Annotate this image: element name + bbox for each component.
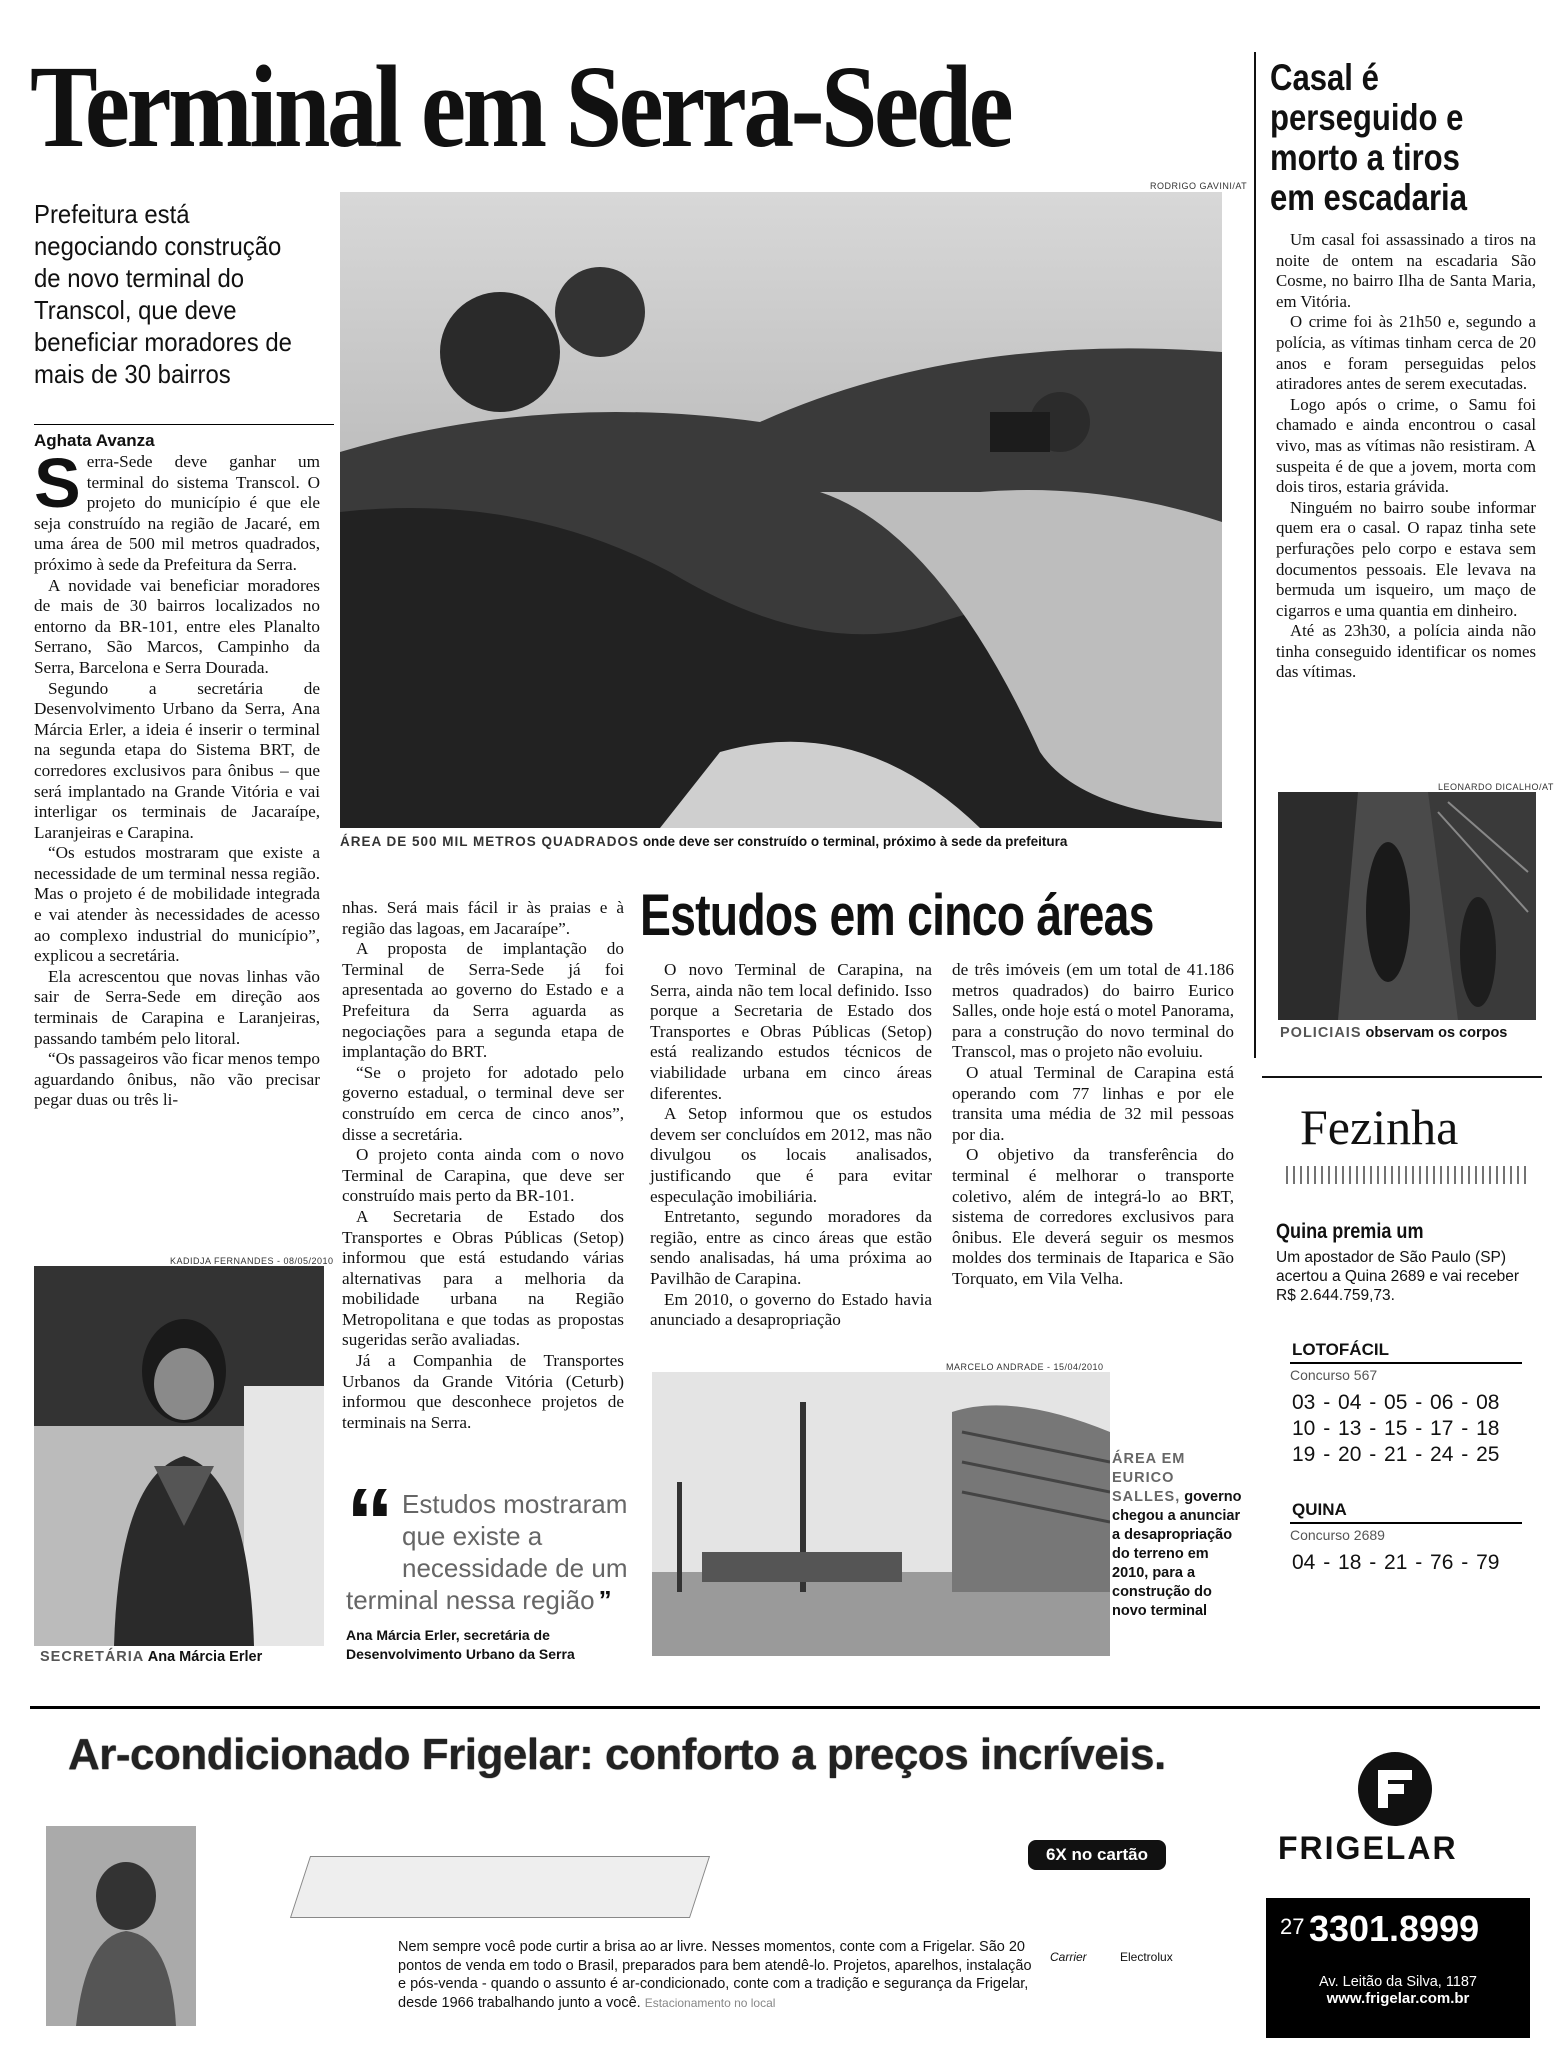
main-deck: Prefeitura está negociando construção de novo terminal do Transcol, que deve beneficiar moradores de mais de 30 bairros: [34, 199, 292, 389]
caption-lead: SECRETÁRIA: [40, 1649, 145, 1665]
caption-text: onde deve ser construído o terminal, próximo à sede da prefeitura: [642, 834, 1068, 849]
landscape-illustration: [340, 192, 1222, 828]
main-photo-credit: RODRIGO GAVINI/AT: [1150, 181, 1248, 191]
dropcap: S: [34, 444, 81, 522]
paragraph: O novo Terminal de Carapina, na Serra, ainda não tem local definido. Isso porque a Secretaria de Estado dos Transportes e Obras Públicas (Setop) está realizando estudos técnicos de viabilidade urbana em cinco áreas diferentes.: [650, 960, 932, 1103]
ad-body-tail: Estacionamento no local: [644, 1995, 776, 2010]
paragraph: Até as 23h30, a polícia ainda não tinha conseguido identificar os nomes das vítimas.: [1276, 621, 1536, 682]
sub-article-col1: [650, 960, 932, 1331]
wave-ornament: [1286, 1166, 1526, 1184]
quina-label: QUINA: [1292, 1500, 1347, 1519]
pull-quote: [346, 1469, 636, 1616]
woman-portrait-illustration: [34, 1266, 324, 1646]
paragraph: Já a Companhia de Transportes Urbanos da Grande Vitória (Ceturb) informou que desconhece projetos de terminais na Serra.: [342, 1351, 624, 1432]
paragraph: A novidade vai beneficiar moradores de mais de 30 bairros localizados no entorno da BR-101, entre eles Planalto Serrano, São Marcos, Campinho da Serra, Barcelona e Serra Dourada.: [34, 575, 320, 677]
lotofacil-concurso: Concurso 567: [1290, 1362, 1522, 1383]
quina-numbers: 04 - 18 - 21 - 76 - 79: [1292, 1551, 1500, 1574]
caption-text: governo chegou a anunciar a desapropriação do terreno em 2010, para a construção do novo terminal: [1112, 1489, 1242, 1619]
paragraph: Segundo a secretária de Desenvolvimento Urbano da Serra, Ana Márcia Erler, a ideia é inserir o terminal na segunda etapa do Sistema BRT, de corredores exclusivos para ônibus – que será implantado na Grande Vitória e vai interligar os terminais de Jacaraípe, Laranjeiras e Carapina.: [34, 678, 320, 842]
paragraph: O atual Terminal de Carapina está operando com 77 linhas e por ele transita uma média de 32 mil pessoas por dia.: [952, 1062, 1234, 1144]
number-row: 03 - 04 - 05 - 06 - 08: [1292, 1391, 1500, 1414]
fezinha-title: Fezinha: [1300, 1099, 1459, 1155]
side-headline: Casal é perseguido e morto a tiros em escadaria: [1270, 57, 1467, 218]
ad-body: [398, 1938, 1038, 2012]
side-photo: [1278, 792, 1536, 1020]
side-photo-credit: LEONARDO DICALHO/AT: [1438, 782, 1554, 792]
phone-number[interactable]: 3301.8999: [1308, 1908, 1480, 1949]
quote-attribution: Ana Márcia Erler, secretária de Desenvolvimento Urbano da Serra: [346, 1627, 575, 1662]
sub-headline: Estudos em cinco áreas: [640, 883, 1154, 948]
person-illustration: [46, 1826, 196, 2026]
main-photo-caption: [340, 834, 1240, 849]
caption-lead: ÁREA DE 500 MIL METROS QUADRADOS: [340, 834, 640, 849]
paragraph: A proposta de implantação do Terminal de Serra-Sede já foi apresentada ao governo do Estado e a Prefeitura da Serra aguarda as negociações para a segunda etapa de implantação do BRT.: [342, 939, 624, 1062]
partner-logo-carrier: Carrier: [1050, 1950, 1087, 1964]
quote-open-mark: “: [346, 1469, 394, 1576]
paragraph: A Setop informou que os estudos devem ser concluídos em 2012, mas não divulgou os locais analisados, justificando que é para evitar especulação imobiliária.: [650, 1104, 932, 1206]
ad-body-text: Nem sempre você pode curtir a brisa ao ar livre. Nesses momentos, conte com a Frigelar. São 20 pontos de venda em todo o Brasil, preparados para bem atendê-lo. Projetos, aparelhos, instalação e pós-venda - quando o assunto é ar-condicionado, conte com a tradição e segurança da Frigelar, desde 1966 trabalhando junto a você.: [398, 1939, 1032, 2011]
byline: Aghata Avanza: [34, 424, 334, 451]
frigelar-logo-icon: [1358, 1752, 1432, 1826]
paragraph: O projeto conta ainda com o novo Terminal de Carapina, que deve ser construído mais perto da BR-101.: [342, 1145, 624, 1206]
paragraph: Em 2010, o governo do Estado havia anunciado a desapropriação: [650, 1289, 932, 1330]
portrait-caption: [40, 1648, 262, 1667]
caption-lead: ÁREA EM EURICO SALLES,: [1112, 1451, 1186, 1505]
number-row: 19 - 20 - 21 - 24 - 25: [1292, 1443, 1500, 1466]
caption-lead: POLICIAIS: [1280, 1025, 1362, 1041]
paragraph: erra-Sede deve ganhar um terminal do sistema Transcol. O projeto do município é que ele seja construído na região de Jacaré, em uma área de 500 mil metros quadrados, próximo à sede da Prefeitura da Serra.: [34, 452, 320, 574]
quote-text: Estudos mostraram que existe a necessidade de um terminal nessa região: [346, 1489, 628, 1615]
street-illustration: [652, 1372, 1110, 1656]
paragraph: O crime foi às 21h50 e, segundo a polícia, as vítimas tinham cerca de 20 anos e foram perseguidas pelos atiradores antes de serem executadas.: [1276, 312, 1536, 394]
lotofacil-label: LOTOFÁCIL: [1292, 1340, 1389, 1359]
quina-concurso: Concurso 2689: [1290, 1522, 1522, 1543]
main-article-col2: [342, 898, 624, 1433]
lotofacil-numbers: [1292, 1390, 1499, 1468]
police-scene-illustration: [1278, 792, 1536, 1020]
ad-photo-person: [46, 1826, 196, 2026]
paragraph: Entretanto, segundo moradores da região, entre as cinco áreas que estão sendo analisadas, há uma próxima ao Pavilhão de Carapina.: [650, 1207, 932, 1288]
paragraph: Ninguém no bairro soube informar quem era o casal. O rapaz tinha sete perfurações pelo corpo e estava sem documentos pessoais. Ele levava na bermuda um isqueiro, um maço de cigarros e uma quantia em dinheiro.: [1276, 497, 1536, 620]
paragraph: Logo após o crime, o Samu foi chamado e ainda encontrou o casal vivo, mas as vítimas não resistiram. A suspeita é de que a jovem, morta com dois tiros, estaria grávida.: [1276, 394, 1536, 497]
portrait-credit: KADIDJA FERNANDES - 08/05/2010: [170, 1256, 334, 1266]
main-photo: [340, 192, 1222, 828]
paragraph: O objetivo da transferência do terminal é melhorar o transporte coletivo, além de integrá-lo ao BRT, sistema de corredores exclusivos para ônibus. Ele deverá seguir os mesmos moldes dos terminais de Itaparica e São Torquato, em Vila Velha.: [952, 1145, 1234, 1288]
partner-logo-electrolux: Electrolux: [1120, 1950, 1173, 1964]
fezinha-top-rule: [1262, 1076, 1542, 1078]
website[interactable]: www.frigelar.com.br: [1326, 1990, 1470, 2007]
caption-text: Ana Márcia Erler: [147, 1649, 263, 1665]
paragraph: “Se o projeto for adotado pelo governo estadual, o terminal deve ser construído em cerca de cinco anos”, disse a secretária.: [342, 1062, 624, 1144]
sub-article-col2: [952, 960, 1234, 1290]
quina-headline: Quina premia um: [1276, 1220, 1424, 1243]
address: Av. Leitão da Silva, 1187: [1319, 1974, 1477, 1990]
number-row: 10 - 13 - 15 - 17 - 18: [1292, 1417, 1500, 1440]
installments-badge: 6X no cartão: [1028, 1840, 1166, 1870]
contact-box: [1266, 1898, 1530, 2038]
column-divider: [1254, 52, 1256, 1058]
paragraph: “Os passageiros vão ficar menos tempo aguardando ônibus, não vão precisar pegar duas ou três li-: [34, 1049, 320, 1110]
sub-photo-credit: MARCELO ANDRADE - 15/04/2010: [946, 1362, 1104, 1372]
main-headline: Terminal em Serra-Sede: [30, 41, 1011, 172]
paragraph: Ela acrescentou que novas linhas vão sair de Serra-Sede em direção aos terminais de Carapina e Laranjeiras, passando também pelo litoral.: [34, 966, 320, 1048]
paragraph: de três imóveis (em um total de 41.186 metros quadrados) do bairro Eurico Salles, onde hoje está o motel Panorama, para a construção do novo terminal do Transcol, mas o projeto não evoluiu.: [952, 960, 1234, 1062]
portrait-photo: [34, 1266, 324, 1646]
sub-photo: [652, 1372, 1110, 1656]
quina-text: Um apostador de São Paulo (SP) acertou a Quina 2689 e vai receber R$ 2.644.759,73.: [1276, 1249, 1519, 1304]
side-photo-caption: [1280, 1024, 1507, 1043]
paragraph: A Secretaria de Estado dos Transportes e Obras Públicas (Setop) informou que está estudando várias alternativas para a melhoria da mobilidade urbana na Região Metropolitana e que todas as propostas sugeridas serão avaliadas.: [342, 1206, 624, 1350]
main-article-col1: [34, 444, 320, 1111]
paragraph: Um casal foi assassinado a tiros na noite de ontem na escadaria São Cosme, no bairro Ilha de Santa Maria, em Vitória.: [1276, 230, 1536, 311]
paragraph: nhas. Será mais fácil ir às praias e à região das lagoas, em Jacaraípe”.: [342, 898, 624, 938]
phone-prefix: 27: [1280, 1914, 1305, 1939]
caption-text: observam os corpos: [1365, 1025, 1508, 1041]
side-article-body: [1276, 230, 1536, 683]
quote-close-mark: ”: [598, 1585, 612, 1615]
frigelar-brand: FRIGELAR: [1278, 1830, 1458, 1866]
paragraph: “Os estudos mostraram que existe a necessidade de um terminal nessa região. Mas o projeto é de mobilidade integrada e vai atender às necessidades de acesso ao complexo industrial do município”, explicou a secretária.: [34, 843, 320, 966]
ad-headline: Ar-condicionado Frigelar: conforto a preços incríveis.: [68, 1730, 1166, 1779]
sub-photo-caption: [1112, 1450, 1242, 1621]
air-conditioner-unit: [290, 1856, 710, 1918]
